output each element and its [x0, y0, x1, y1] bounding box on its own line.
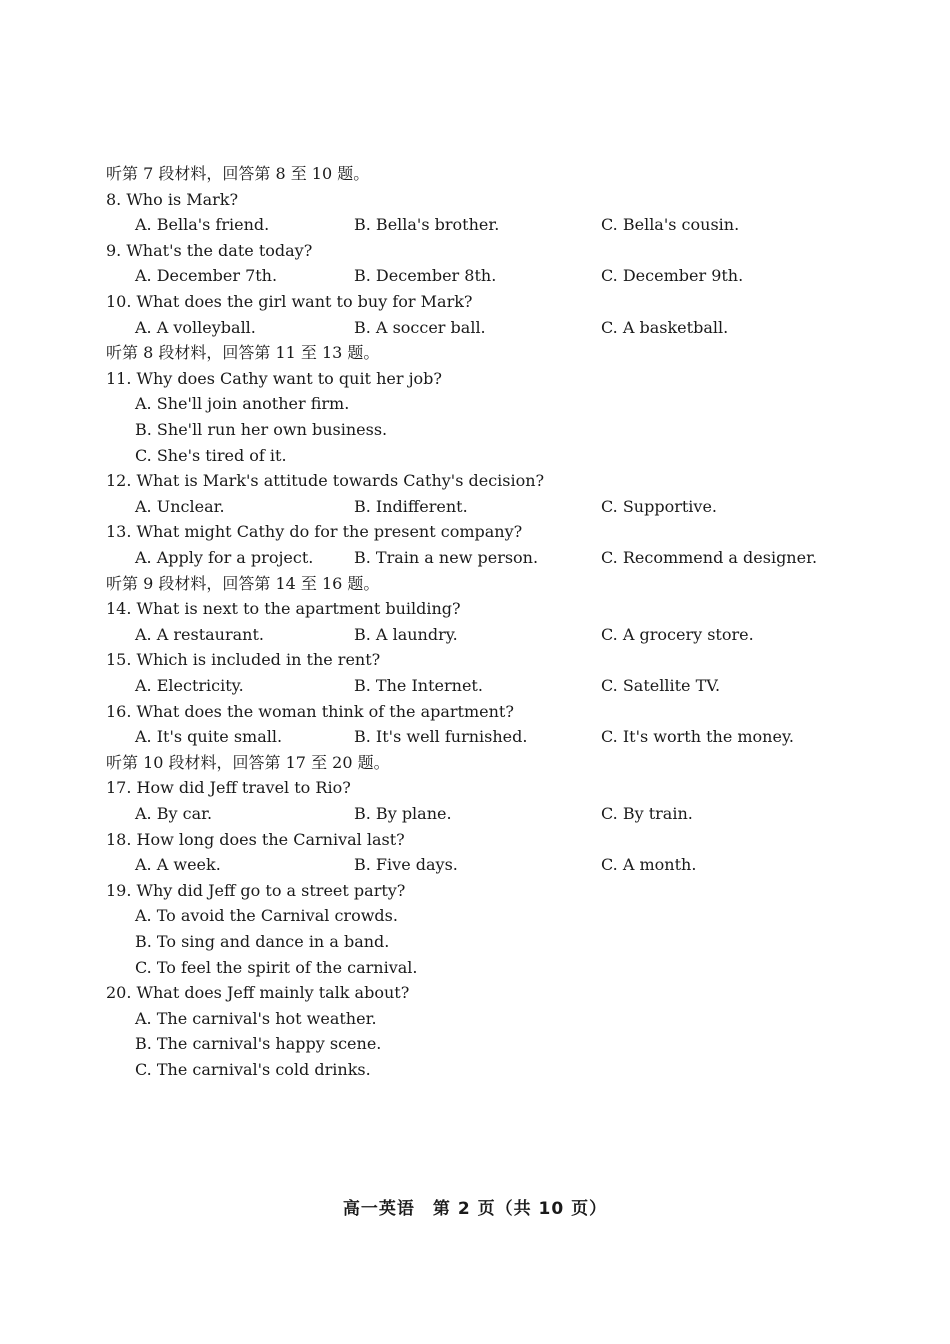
section-heading: 听第 8 段材料，回答第 11 至 13 题。: [106, 343, 380, 363]
answer-option: A. She'll join another firm.: [135, 394, 350, 414]
answer-option: A. A volleyball.: [135, 317, 256, 337]
answer-option: A. Bella's friend.: [135, 215, 270, 235]
answer-option: B. A soccer ball.: [354, 317, 486, 337]
answer-option: B. Train a new person.: [354, 548, 539, 567]
question-stem: 15. Which is included in the rent?: [106, 650, 381, 670]
question-stem: 10. What does the girl want to buy for Mark?: [106, 292, 473, 311]
answer-option: A. A week.: [135, 855, 221, 875]
question-stem: 19. Why did Jeff go to a street party?: [106, 880, 406, 900]
answer-option: B. By plane.: [354, 804, 452, 823]
question-stem: 14. What is next to the apartment building?: [106, 599, 461, 619]
answer-option: C. Recommend a designer.: [601, 548, 818, 567]
answer-option: A. December 7th.: [135, 266, 278, 286]
answer-option: B. A laundry.: [354, 624, 458, 644]
answer-option: A. Apply for a project.: [135, 548, 314, 567]
section-heading: 听第 7 段材料，回答第 8 至 10 题。: [106, 164, 370, 183]
answer-option: B. It's well furnished.: [354, 727, 528, 747]
section-heading: 听第 9 段材料，回答第 14 至 16 题。: [106, 573, 380, 593]
question-stem: 20. What does Jeff mainly talk about?: [106, 983, 410, 1003]
answer-option: A. Electricity.: [135, 676, 244, 695]
answer-option: A. It's quite small.: [135, 727, 283, 747]
answer-option: C. Supportive.: [601, 496, 718, 516]
answer-option: A. The carnival's hot weather.: [135, 1008, 377, 1028]
answer-option: B. December 8th.: [354, 266, 497, 286]
question-stem: 17. How did Jeff travel to Rio?: [106, 778, 351, 798]
answer-option: A. A restaurant.: [135, 624, 264, 644]
question-stem: 8. Who is Mark?: [106, 189, 239, 209]
answer-option: C. A grocery store.: [601, 624, 754, 644]
answer-option: A. To avoid the Carnival crowds.: [135, 906, 398, 926]
answer-option: C. The carnival's cold drinks.: [135, 1060, 371, 1079]
page-footer: 高一英语 第 2 页（共 10 页）: [342, 1199, 608, 1219]
answer-option: C. A basketball.: [601, 317, 729, 337]
answer-option: C. Bella's cousin.: [601, 215, 740, 235]
answer-option: C. December 9th.: [601, 266, 744, 286]
answer-option: C. She's tired of it.: [135, 445, 287, 465]
answer-option: B. Indifferent.: [354, 496, 468, 516]
answer-option: C. It's worth the money.: [601, 727, 794, 747]
question-stem: 11. Why does Cathy want to quit her job?: [106, 368, 442, 388]
answer-option: C. A month.: [601, 855, 697, 875]
answer-option: B. The carnival's happy scene.: [135, 1034, 382, 1054]
answer-option: C. By train.: [601, 804, 693, 823]
answer-option: B. To sing and dance in a band.: [135, 932, 390, 951]
answer-option: A. By car.: [135, 804, 213, 823]
answer-option: B. The Internet.: [354, 676, 483, 695]
question-stem: 13. What might Cathy do for the present company?: [106, 522, 523, 542]
answer-option: B. Bella's brother.: [354, 215, 500, 235]
answer-option: C. Satellite TV.: [601, 676, 721, 695]
section-heading: 听第 10 段材料，回答第 17 至 20 题。: [106, 752, 390, 772]
answer-option: C. To feel the spirit of the carnival.: [135, 957, 418, 977]
question-stem: 9. What's the date today?: [106, 240, 313, 260]
question-stem: 18. How long does the Carnival last?: [106, 829, 405, 849]
answer-option: A. Unclear.: [135, 496, 225, 516]
answer-option: B. Five days.: [354, 855, 458, 875]
answer-option: B. She'll run her own business.: [135, 420, 388, 439]
question-stem: 12. What is Mark's attitude towards Cathy's decision?: [106, 471, 545, 491]
question-stem: 16. What does the woman think of the apartment?: [106, 701, 514, 721]
